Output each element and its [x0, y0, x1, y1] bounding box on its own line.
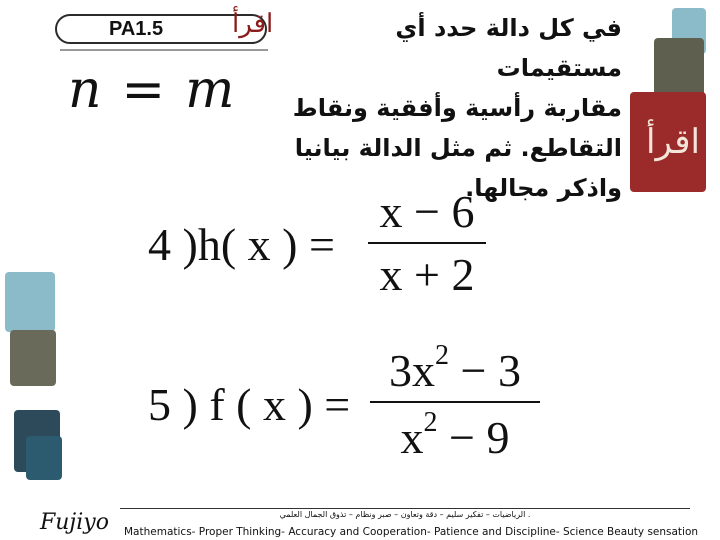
problem-5-denominator	[370, 407, 540, 464]
problem-5-numerator	[370, 340, 540, 397]
iqra-tile-logo-icon: اقرأ	[646, 122, 700, 162]
decor-tile-left-olive	[10, 330, 56, 386]
condition-right: m	[185, 60, 237, 120]
footer-divider	[120, 508, 690, 509]
problem-5-num-coef: 3x	[389, 345, 436, 396]
condition-sign: =	[121, 60, 168, 120]
instruction-line-4: واذكر مجالها.	[465, 174, 622, 202]
problem-4-denominator: x + 2	[379, 249, 475, 300]
signature: Fujiyo	[40, 510, 109, 535]
decor-tile-left-blue	[5, 272, 55, 332]
instruction-line-2: مقاربة رأسية وأفقية ونقاط	[292, 94, 622, 122]
problem-5-den-rest: − 9	[437, 412, 510, 463]
problem-4-lhs: 4 )h( x ) =	[148, 219, 335, 270]
footer-english-motto: Mathematics- Proper Thinking- Accuracy and Cooperation- Patience and Discipline- Science Beauty sensation	[124, 526, 699, 538]
instruction-line-1: في كل دالة حدد أي مستقيمات	[395, 14, 622, 82]
instruction-line-3: التقاطع. ثم مثل الدالة بيانيا	[294, 134, 622, 162]
instruction-text	[292, 8, 622, 208]
footer-arabic-motto: . الرياضيات – تفكير سليم – دقة وتعاون – صبر ونظام – تذوق الجمال العلمي	[279, 510, 531, 519]
problem-5-fraction	[370, 340, 540, 464]
problem-5-den-var: x	[400, 412, 424, 463]
problem-5-num-rest: − 3	[449, 345, 521, 396]
problem-5-num-exp: 2	[435, 340, 450, 371]
iqra-logo-icon: اقرأ	[232, 9, 274, 39]
condition-left: n	[68, 60, 104, 120]
problem-5-den-exp: 2	[423, 407, 438, 438]
problem-4-fraction-bar	[368, 242, 486, 244]
header-divider	[60, 49, 268, 51]
problem-5-lhs: 5 ) f ( x ) =	[148, 379, 351, 430]
decor-tile-left-teal	[26, 436, 62, 480]
problem-4-fraction	[368, 185, 486, 301]
problem-5-fraction-bar	[370, 401, 540, 403]
problem-4-numerator: x − 6	[379, 186, 475, 237]
degree-condition	[68, 60, 236, 120]
lesson-code: PA1.5	[109, 18, 164, 40]
